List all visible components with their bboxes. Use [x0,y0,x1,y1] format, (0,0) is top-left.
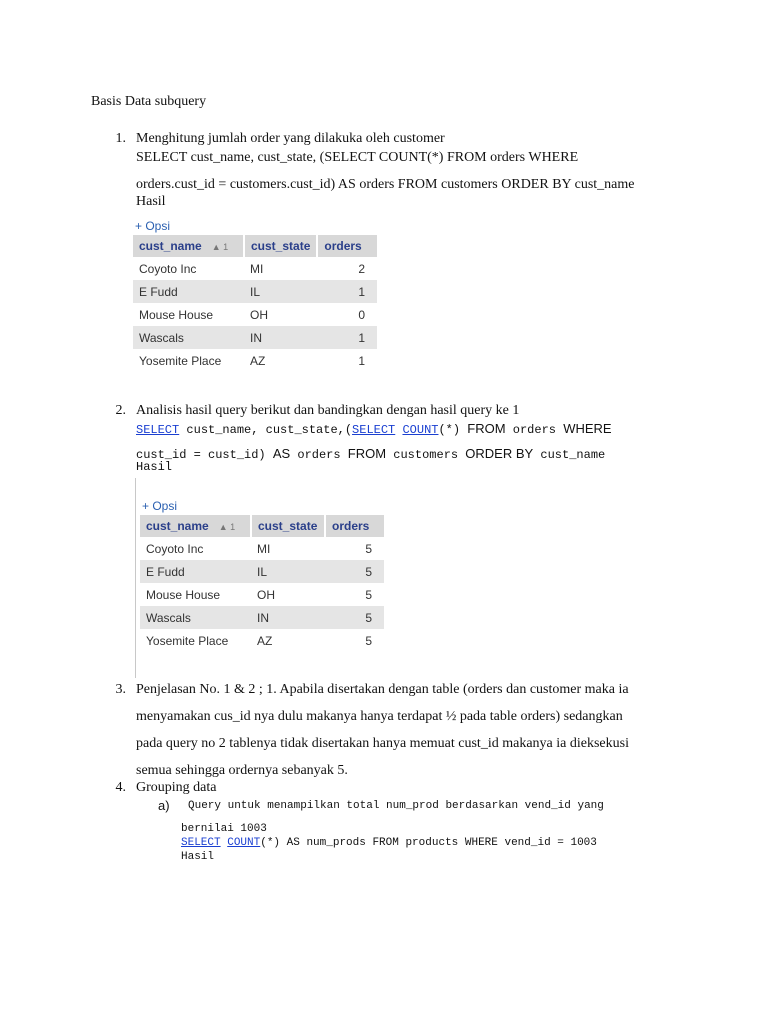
cell-cust-state: IL [244,280,317,303]
cell-cust-state: MI [251,537,325,560]
cell-cust-state: IL [251,560,325,583]
item2-query-line1: SELECT cust_name, cust_state,(SELECT COUNT(*) FROM orders WHERE [136,421,612,437]
item4-heading: Grouping data [136,780,217,795]
cell-cust-name: Mouse House [133,303,244,326]
item2-heading: Analisis hasil query berikut dan bandingkan dengan hasil query ke 1 [136,403,520,418]
column-header-cust-name[interactable]: cust_name ▲ 1 [133,235,244,257]
item2-result-label: Hasil [136,460,173,474]
item3-line: menyamakan cus_id nya dulu makanya hanya terdapat ½ pada table orders) sedangkan [136,709,623,724]
cell-orders: 5 [325,560,384,583]
column-header-orders[interactable]: orders [317,235,377,257]
cell-cust-name: Wascals [133,326,244,349]
item4-description-line1: Query untuk menampilkan total num_prod berdasarkan vend_id yang [188,800,604,812]
column-header-cust-state[interactable]: cust_state [244,235,317,257]
table-row [133,326,377,349]
opsi-link[interactable]: + Opsi [142,499,178,513]
cell-cust-state: AZ [251,629,325,652]
cell-cust-name: Coyoto Inc [133,257,244,280]
cell-orders: 5 [325,629,384,652]
cell-cust-name: E Fudd [140,560,251,583]
margin-divider [135,478,136,678]
item4-description-line2: bernilai 1003 [181,823,267,835]
cell-cust-name: Wascals [140,606,251,629]
keyword-select-link[interactable]: SELECT [136,423,180,437]
list-number-1: 1. [115,131,126,146]
table-row [140,606,384,629]
list-number-4: 4. [115,780,126,795]
opsi-link[interactable]: + Opsi [135,219,171,233]
item1-result-label: Hasil [136,194,166,209]
table-row [140,537,384,560]
table-row [140,583,384,606]
sub-item-label: a) [158,798,170,813]
table-row [133,257,377,280]
document-title: Basis Data subquery [91,94,207,109]
table-row [140,629,384,652]
cell-orders: 2 [317,257,377,280]
cell-cust-name: Yosemite Place [133,349,244,372]
item3-line: semua sehingga ordernya sebanyak 5. [136,763,348,778]
table-row [133,280,377,303]
list-number-2: 2. [115,403,126,418]
cell-orders: 1 [317,349,377,372]
list-number-3: 3. [115,682,126,697]
table-header-row [133,235,377,257]
item2-query-line2: cust_id = cust_id) AS orders FROM customers ORDER BY cust_name [136,446,606,462]
table-row [140,560,384,583]
table-header-row [140,515,384,537]
cell-cust-name: Yosemite Place [140,629,251,652]
cell-orders: 5 [325,606,384,629]
item3-line: pada query no 2 tablenya tidak disertakan hanya memuat cust_id makanya ia dieksekusi [136,736,629,751]
cell-orders: 0 [317,303,377,326]
cell-cust-name: Coyoto Inc [140,537,251,560]
cell-cust-state: OH [244,303,317,326]
cell-cust-name: E Fudd [133,280,244,303]
cell-orders: 5 [325,537,384,560]
cell-cust-state: OH [251,583,325,606]
table-row [133,349,377,372]
column-header-cust-state[interactable]: cust_state [251,515,325,537]
sort-ascending-icon: ▲ 1 [211,242,229,252]
sort-ascending-icon: ▲ 1 [218,522,236,532]
table-row [133,303,377,326]
result-table-1 [133,235,377,372]
cell-cust-state: IN [244,326,317,349]
cell-cust-state: AZ [244,349,317,372]
keyword-select-link[interactable]: SELECT [352,423,396,437]
item1-query-line1: SELECT cust_name, cust_state, (SELECT COUNT(*) FROM orders WHERE [136,150,579,165]
item1-heading: Menghitung jumlah order yang dilakuka oleh customer [136,131,445,146]
result-table-2 [140,515,384,652]
keyword-count-link[interactable]: COUNT [227,837,261,849]
keyword-count-link[interactable]: COUNT [402,423,439,437]
item1-query-line2: orders.cust_id = customers.cust_id) AS orders FROM customers ORDER BY cust_name [136,177,635,192]
cell-orders: 5 [325,583,384,606]
cell-cust-name: Mouse House [140,583,251,606]
column-header-orders[interactable]: orders [325,515,384,537]
cell-cust-state: IN [251,606,325,629]
item4-query: SELECT COUNT(*) AS num_prods FROM products WHERE vend_id = 1003 [181,837,597,849]
cell-orders: 1 [317,326,377,349]
column-header-cust-name[interactable]: cust_name ▲ 1 [140,515,251,537]
cell-cust-state: MI [244,257,317,280]
item4-result-label: Hasil [181,851,215,863]
cell-orders: 1 [317,280,377,303]
item3-line: Penjelasan No. 1 & 2 ; 1. Apabila disertakan dengan table (orders dan customer maka ia [136,682,629,697]
keyword-select-link[interactable]: SELECT [181,837,221,849]
